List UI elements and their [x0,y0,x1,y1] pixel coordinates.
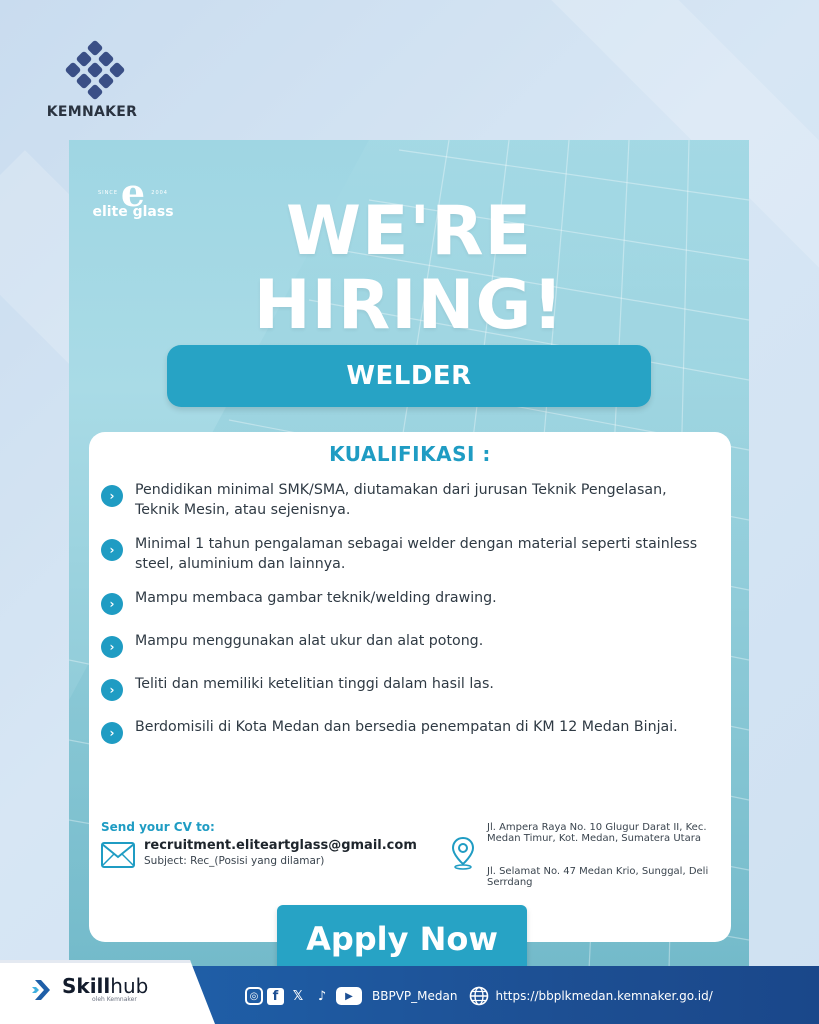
skillhub-sub-text: oleh Kemnaker [92,996,137,1003]
list-item [101,480,701,520]
address-2: Jl. Selamat No. 47 Medan Krio, Sunggal, Deli Serrdang [487,866,709,888]
qualification-text: Mampu menggunakan alat ukur dan alat potong. [135,633,484,649]
qualifications-title: KUALIFIKASI : [329,442,491,466]
list-item [101,534,701,574]
apply-now-button[interactable]: Apply Now [277,905,527,970]
qualification-text: Berdomisili di Kota Medan dan bersedia penempatan di KM 12 Medan Binjai. [135,719,678,735]
qualification-text: Teliti dan memiliki ketelitian tinggi dalam hasil las. [135,676,494,692]
facebook-icon[interactable]: f [267,988,284,1005]
email-address[interactable]: recruitment.eliteartglass@gmail.com [144,838,417,853]
kemnaker-lattice-icon [64,40,126,102]
skillhub-bold-text: Skill [62,974,111,998]
youtube-icon[interactable]: ▶ [336,987,362,1005]
skillhub-chevron-icon [32,978,56,1002]
location-pin-icon [451,836,475,870]
headline-line-1: WE'RE [285,192,533,271]
kemnaker-logo-text: KEMNAKER [46,104,138,120]
website-link[interactable]: https://bbplkmedan.kemnaker.go.id/ [495,989,713,1003]
chevron-right-icon: › [101,636,123,658]
chevron-right-icon: › [101,593,123,615]
address-1: Jl. Ampera Raya No. 10 Glugur Darat II, Kec. Medan Timur, Kot. Medan, Sumatera Utara [487,822,707,844]
list-item [101,588,701,615]
chevron-right-icon: › [101,539,123,561]
qualification-text: Minimal 1 tahun pengalaman sebagai welder dengan material seperti stainless steel, aluminium dan lainnya. [135,536,698,572]
chevron-right-icon: › [101,485,123,507]
position-banner: WELDER [167,345,651,407]
x-icon[interactable]: 𝕏 [292,988,304,1004]
tiktok-icon[interactable]: ♪ [317,988,327,1004]
elite-glass-e-mark: e [120,170,146,215]
headline-line-2: HIRING! [253,266,565,345]
qualifications-list [101,480,701,758]
brand-name: elite glass [92,204,174,220]
globe-icon [469,986,489,1006]
chevron-right-icon: › [101,679,123,701]
list-item [101,674,701,701]
brand-since-label: SINCE [98,190,119,196]
chevron-right-icon: › [101,722,123,744]
skillhub-logo[interactable] [32,974,148,1012]
skillhub-regular-text: hub [110,974,149,998]
email-subject: Subject: Rec_(Posisi yang dilamar) [144,855,325,867]
social-links [245,986,713,1006]
skillhub-wordmark [62,974,148,1003]
brand-since-year: 2004 [151,190,168,196]
send-cv-label: Send your CV to: [101,820,215,834]
list-item [101,717,701,744]
qualification-text: Mampu membaca gambar teknik/welding drawing. [135,590,497,606]
kemnaker-logo [46,40,140,120]
list-item [101,631,701,658]
social-handle[interactable]: BBPVP_Medan [372,989,458,1003]
qualifications-card [89,432,731,942]
qualification-text: Pendidikan minimal SMK/SMA, diutamakan dari jurusan Teknik Pengelasan, Teknik Mesin, atau sejenisnya. [135,482,667,518]
job-poster [69,140,749,970]
mail-icon [101,842,135,868]
instagram-icon[interactable]: ◎ [245,987,263,1005]
